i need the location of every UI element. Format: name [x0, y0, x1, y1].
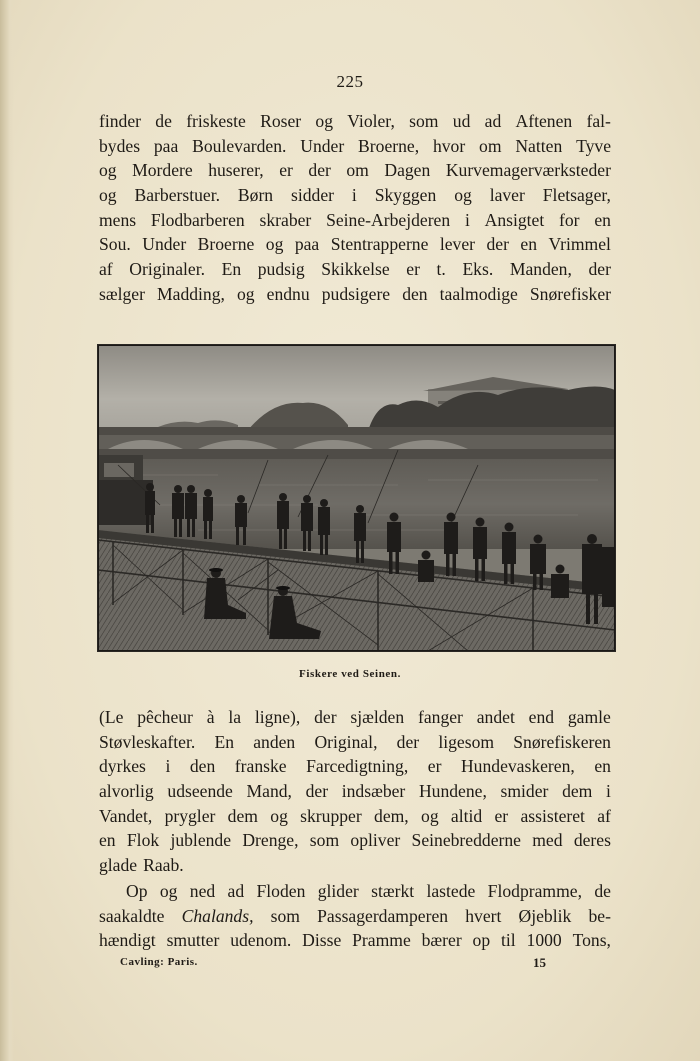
word: dem: [227, 805, 258, 826]
text-line: [99, 232, 611, 257]
word: Tyve: [576, 135, 611, 156]
word: hvert: [465, 905, 502, 926]
word: prygler: [164, 805, 216, 826]
text-line: [99, 928, 611, 953]
word: i: [464, 209, 470, 230]
word: Originaler.: [129, 259, 205, 280]
figure-caption: Fiskere ved Seinen.: [299, 668, 401, 680]
word: om: [346, 160, 369, 181]
word: Vandet,: [99, 805, 153, 826]
word: mens: [99, 209, 137, 230]
photograph-fishermen-seine: [97, 344, 616, 652]
word: alvorlig: [99, 781, 154, 802]
word: lastede: [426, 881, 476, 901]
word: de: [155, 111, 172, 131]
word: (Le: [99, 707, 124, 727]
word: sjælden: [350, 707, 405, 727]
word: hændigt: [99, 930, 156, 951]
word: ligne),: [254, 707, 301, 727]
word: glider: [317, 881, 359, 901]
word: Flodpramme,: [487, 881, 582, 901]
word: og: [454, 185, 472, 206]
word: paa: [153, 135, 179, 156]
word: En: [221, 259, 242, 280]
word: smutter: [166, 930, 220, 951]
word: sidder: [291, 185, 334, 206]
word: dyrkes: [99, 756, 146, 777]
word: friskeste: [186, 111, 246, 131]
word: Børn: [237, 185, 274, 206]
word: ned: [189, 881, 216, 901]
paragraph-bottom: [99, 879, 611, 953]
word: Madding,: [157, 283, 225, 304]
word: à: [206, 707, 215, 727]
word: Ansigtet: [484, 209, 545, 230]
word: en: [594, 209, 611, 230]
word: saakaldte: [99, 905, 165, 926]
footer-signature: Cavling: Paris.: [120, 956, 198, 968]
word: og: [315, 111, 333, 131]
word: hvor: [432, 135, 466, 156]
text-line: [99, 257, 611, 282]
word: Broerne: [197, 234, 255, 255]
word: de: [594, 881, 611, 901]
word: en: [520, 234, 538, 255]
word: og: [237, 283, 255, 304]
word: smider: [500, 781, 549, 802]
word: altid: [450, 805, 483, 826]
word: laver: [489, 185, 525, 206]
page-spine-shadow: [0, 0, 14, 1061]
word: gamle: [567, 707, 611, 727]
word: ligesom: [438, 731, 495, 752]
word: anden: [253, 731, 296, 752]
word: er: [279, 160, 293, 181]
footer-sheet-number: 15: [533, 955, 546, 970]
word: er: [406, 259, 420, 280]
word: Farcedigtning,: [306, 756, 409, 777]
word: og: [99, 185, 117, 206]
word: Snørefiskeren: [513, 731, 611, 752]
word: jublende: [170, 830, 232, 851]
word: bydes: [99, 135, 141, 156]
word: den: [402, 283, 428, 304]
word: Drenge,: [242, 830, 299, 851]
word: i: [351, 185, 357, 206]
word: pudsigere: [321, 283, 391, 304]
word: og: [99, 160, 117, 181]
page-number: 225: [336, 72, 364, 91]
word: Op: [126, 881, 148, 901]
word: af: [99, 259, 113, 280]
word: deres: [573, 830, 611, 851]
text-line: [99, 730, 611, 755]
word: Seine-Arbejderen: [326, 209, 451, 230]
text-line: [99, 705, 611, 730]
word: pudsig: [257, 259, 305, 280]
word: Flodbarberen: [150, 209, 245, 230]
word: bærer: [421, 930, 462, 951]
text-line: [99, 134, 611, 159]
word: Kurvemagerværksteder: [445, 160, 611, 181]
word: Violer,: [347, 111, 395, 131]
word: Stentrapperne: [330, 234, 429, 255]
word: Broerne,: [358, 135, 420, 156]
word: Skyggen: [374, 185, 437, 206]
text-line: [99, 183, 611, 208]
photo-illustration: [98, 345, 615, 651]
word: Under: [300, 135, 345, 156]
word: pêcheur: [137, 707, 193, 727]
word: Barberstuer.: [134, 185, 220, 206]
word: i: [165, 756, 171, 777]
word: af: [597, 805, 611, 826]
text-line: [99, 804, 611, 829]
text-line: [99, 779, 611, 804]
word: og: [265, 234, 284, 255]
text-line: [99, 828, 611, 853]
word: lever: [439, 234, 476, 255]
text-line: [99, 109, 611, 134]
word: er: [427, 756, 442, 777]
word: Støvleskafter.: [99, 731, 196, 752]
text-line: [99, 853, 611, 878]
word: udseende: [167, 781, 233, 802]
word: der: [305, 781, 329, 802]
word: Mand,: [246, 781, 292, 802]
word: opliver: [350, 830, 401, 851]
word: der: [314, 707, 337, 727]
word: finder: [99, 111, 142, 131]
word: med: [532, 830, 563, 851]
word: ad: [227, 881, 245, 901]
word: t.: [436, 259, 446, 280]
word: end: [528, 707, 555, 727]
word: 1000: [526, 930, 562, 951]
word: Flok: [126, 830, 160, 851]
word: en: [594, 756, 611, 777]
word: er: [494, 805, 509, 826]
word: Vrimmel: [548, 234, 611, 255]
word: Roser: [260, 111, 302, 131]
word: dem,: [374, 805, 409, 826]
word: Floden: [256, 881, 306, 901]
word: som: [270, 905, 300, 926]
text-line: [99, 158, 611, 183]
word: Chalands,: [181, 905, 254, 926]
word: glade: [99, 855, 138, 876]
word: Boulevarden.: [192, 135, 287, 156]
word: udenom.: [230, 930, 292, 951]
word: Pramme: [352, 930, 411, 951]
word: ad: [484, 111, 502, 131]
word: den: [189, 756, 216, 777]
word: der: [396, 731, 420, 752]
word: en: [99, 830, 116, 851]
word: Under: [142, 234, 187, 255]
word: Snørefisker: [529, 283, 611, 304]
word: Tons,: [572, 930, 611, 951]
word: Raab.: [143, 855, 184, 876]
word: franske: [234, 756, 287, 777]
word: Skikkelse: [321, 259, 390, 280]
word: En: [214, 731, 235, 752]
word: Natten: [515, 135, 563, 156]
word: Hundevaskeren,: [460, 756, 575, 777]
paragraph-middle: [99, 705, 611, 878]
word: Manden,: [509, 259, 572, 280]
word: skrupper: [300, 805, 362, 826]
word: der: [486, 234, 509, 255]
word: huserer,: [208, 160, 264, 181]
word: Eks.: [462, 259, 494, 280]
word: stærkt: [371, 881, 415, 901]
word: Aftenen: [515, 111, 573, 131]
word: skraber: [259, 209, 312, 230]
word: Original,: [314, 731, 378, 752]
text-line: [99, 904, 611, 929]
word: om: [479, 135, 502, 156]
word: og: [270, 805, 288, 826]
word: som: [309, 830, 340, 851]
word: taalmodige: [439, 283, 518, 304]
word: Sou.: [99, 234, 131, 255]
word: til: [501, 930, 516, 951]
word: endnu: [266, 283, 310, 304]
word: Fletsager,: [542, 185, 611, 206]
text-line: [99, 879, 611, 904]
text-line: [99, 208, 611, 233]
word: paa: [294, 234, 320, 255]
word: Passagerdamperen: [317, 905, 449, 926]
word: Mordere: [132, 160, 193, 181]
text-line: [99, 282, 611, 307]
word: for: [559, 209, 580, 230]
word: Seinebredderne: [411, 830, 521, 851]
word: der: [588, 259, 611, 280]
word: be-: [588, 905, 611, 926]
word: dem: [562, 781, 593, 802]
word: i: [606, 781, 611, 802]
word: der: [308, 160, 331, 181]
word: og: [421, 805, 439, 826]
word: Disse: [302, 930, 342, 951]
word: andet: [476, 707, 515, 727]
word: op: [472, 930, 491, 951]
text-line: [99, 754, 611, 779]
word: som: [409, 111, 439, 131]
paragraph-top: [99, 109, 611, 307]
word: og: [159, 881, 178, 901]
word: indsæber: [341, 781, 406, 802]
word: ud: [452, 111, 471, 131]
word: assisteret: [520, 805, 585, 826]
word: sælger: [99, 283, 145, 304]
word: fanger: [417, 707, 463, 727]
word: Dagen: [384, 160, 431, 181]
word: la: [228, 707, 242, 727]
word: fal-: [586, 111, 611, 131]
word: Øjeblik: [518, 905, 572, 926]
word: Hundene,: [418, 781, 487, 802]
